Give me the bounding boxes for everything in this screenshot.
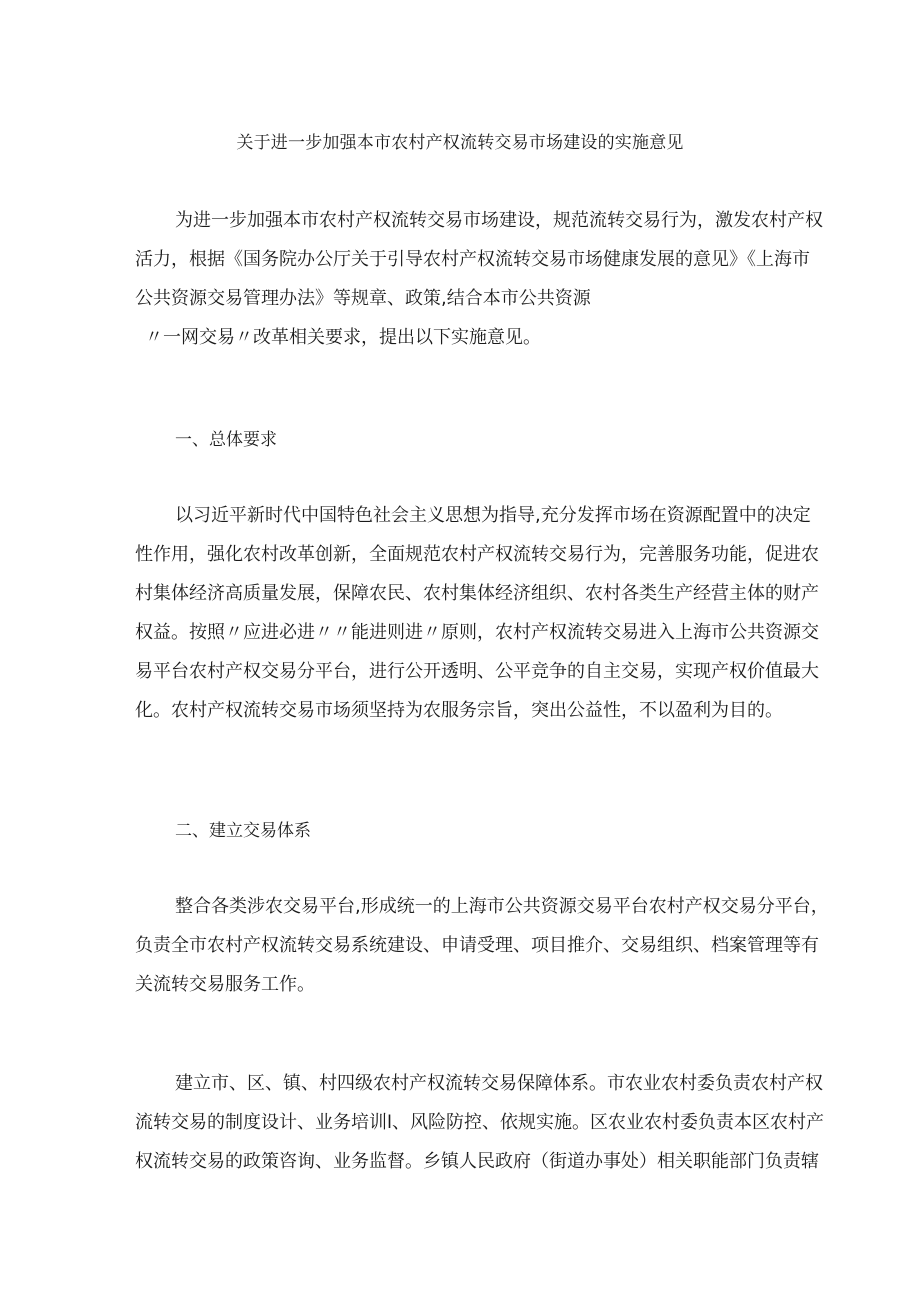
section1-paragraph [135, 496, 819, 730]
paragraph-line: 建立市、区、镇、村四级农村产权流转交易保障体系。市农业农村委负责农村产权 [175, 1073, 823, 1094]
section2-paragraph-1 [135, 887, 829, 1004]
paragraph-line: 活力，根据《国务院办公厅关于引导农村产权流转交易市场健康发展的意见》《上海市 [135, 249, 810, 270]
section-heading-trading-system: 二、建立交易体系 [175, 821, 311, 841]
paragraph-line: 化。农村产权流转交易市场须坚持为农服务宗旨，突出公益性，不以盈利为目的。 [135, 700, 783, 721]
intro-paragraph [135, 201, 823, 357]
section-heading-general-requirements: 一、总体要求 [175, 430, 277, 450]
paragraph-line: 公共资源交易管理办法》等规章、政策,结合本市公共资源 [135, 288, 591, 309]
paragraph-line: 〃一网交易〃改革相关要求，提出以下实施意见。 [145, 327, 541, 348]
paragraph-line: 流转交易的制度设计、业务培训l、风险防控、依规实施。区农业农村委负责本区农村产 [135, 1112, 824, 1133]
document-title: 关于进一步加强本市农村产权流转交易市场建设的实施意见 [236, 133, 684, 153]
paragraph-line: 以习近平新时代中国特色社会主义思想为指导,充分发挥市场在资源配置中的决定 [175, 505, 811, 526]
paragraph-line: 村集体经济高质量发展，保障农民、农村集体经济组织、农村各类生产经营主体的财产 [135, 583, 819, 604]
paragraph-line: 为进一步加强本市农村产权流转交易市场建设，规范流转交易行为，激发农村产权 [175, 210, 823, 231]
paragraph-line: 权流转交易的政策咨询、业务监督。乡镇人民政府（街道办事处）相关职能部门负责辖 [135, 1151, 819, 1172]
paragraph-line: 关流转交易服务工作。 [135, 974, 315, 995]
paragraph-line: 性作用，强化农村改革创新，全面规范农村产权流转交易行为，完善服务功能，促进农 [135, 544, 819, 565]
paragraph-line: 易平台农村产权交易分平台，进行公开透明、公平竞争的自主交易，实现产权价值最大 [135, 661, 819, 682]
paragraph-line: 权益。按照〃应进必进〃〃能进则进〃原则，农村产权流转交易进入上海市公共资源交 [135, 622, 819, 643]
paragraph-line: 整合各类涉农交易平台,形成统一的上海市公共资源交易平台农村产权交易分平台， [175, 896, 829, 917]
paragraph-line: 负责全市农村产权流转交易系统建设、申请受理、项目推介、交易组织、档案管理等有 [135, 935, 819, 956]
section2-paragraph-2 [135, 1064, 824, 1181]
